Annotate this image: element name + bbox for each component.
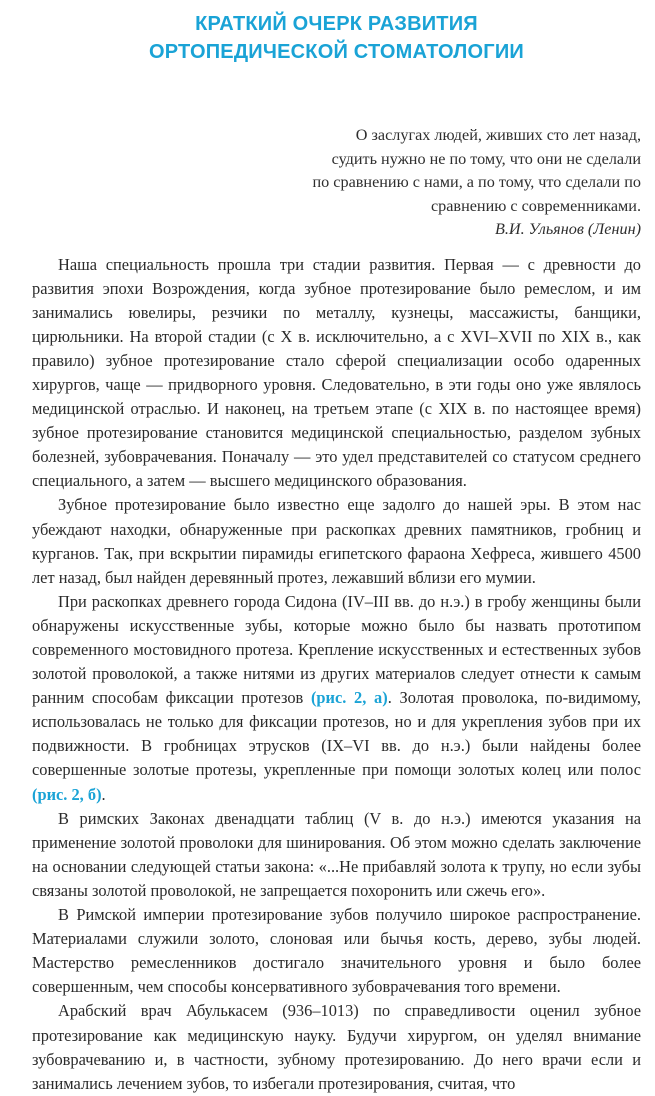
epigraph [32,124,641,242]
epigraph-line: сравнению с современниками. [430,196,641,215]
epigraph-author: В.И. Ульянов (Ленин) [494,220,641,238]
epigraph-line: О заслугах людей, живших сто лет назад, [355,126,641,144]
figure-reference-2b[interactable]: (рис. 2, б) [32,784,102,804]
paragraph-text-part: При раскопках древнего города Сидона (IV–III вв. до н.э.) в гробу женщины были обнаружены искусственные зубы, которые можно было бы назвать прототипом современного мостовидного протеза. Крепление искусственных и естественных зубов золотой проволокой, а также нитями из других материалов следует отнести к самым ранним способам фиксации протезов [32,591,641,708]
chapter-title-line-1: КРАТКИЙ ОЧЕРК РАЗВИТИЯ [195,13,478,35]
paragraph-roman-laws: В римских Законах двенадцати таблиц (V в. до н.э.) имеются указания на применение золотой проволоки для шинирования. Об этом можно сделать заключение на основании следующей статьи закона: «...Не прибавляй золота к трупу, но если зубы связаны золотой проволокой, не запрещается похоронить или сжечь его». [32,808,641,900]
figure-reference-2a[interactable]: (рис. 2, а) [310,688,388,708]
epigraph-line: судить нужно не по тому, что они не сделали [331,149,641,168]
epigraph-line: по сравнению с нами, а по тому, что сделали по [312,173,641,191]
paragraph-sidon-etruscans [32,590,641,807]
paragraph-text-part: . [101,784,106,804]
chapter-title [32,0,641,66]
chapter-title-line-2: ОРТОПЕДИЧЕСКОЙ СТОМАТОЛОГИИ [149,41,524,63]
paragraph-text-part: . Золотая проволока, по-видимому, использовалась не только для фиксации протезов, но и для укрепления зубов при их подвижности. В гробницах этрусков (IX–VI вв. до н.э.) были найдены более совершенные золотые протезы, укрепленные при помощи золотых колец или полос [32,688,641,780]
paragraph-ancient-finds: Зубное протезирование было известно еще задолго до нашей эры. В этом нас убеждают находки, обнаруженные при раскопках древних памятников, гробниц и курганов. Так, при вскрытии пирамиды египетского фараона Хефреса, жившего 4500 лет назад, был найден деревянный протез, лежавший вблизи его мумии. [32,495,641,587]
paragraph-stages: Наша специальность прошла три стадии развития. Первая — с древности до развития эпохи Возрождения, когда зубное протезирование было ремеслом, и им занимались ювелиры, резчики по металлу, кузнецы, массажисты, банщики, цирюльники. На второй стадии (с X в. исключительно, а с XVI–XVII по XIX в., как правило) зубное протезирование стало сферой специализации особо одаренных хирургов, чаще — придворного уровня. Следовательно, в эти годы оно уже являлось медицинской отраслью. И наконец, на третьем этапе (с XIX в. по настоящее время) зубное протезирование становится медицинской специальностью, разделом зубных болезней, зубоврачевания. Поначалу — это удел представителей со статусом среднего специального, а затем — высшего медицинского образования. [32,254,641,491]
body-text [32,253,641,1096]
paragraph-abulcasis: Арабский врач Абулькасем (936–1013) по справедливости оценил зубное протезирование как медицинскую науку. Будучи хирургом, он уделял внимание зубоврачеванию и, в частности, зубному протезированию. До него врачи если и занимались лечением зубов, то избегали протезирования, считая, что [32,1001,641,1093]
paragraph-roman-empire: В Римской империи протезирование зубов получило широкое распространение. Материалами служили золото, слоновая или бычья кость, дерево, зубы людей. Мастерство ремесленников достигало значительного уровня и было более совершенным, чем способы консервативного зубоврачевания того времени. [32,905,641,997]
